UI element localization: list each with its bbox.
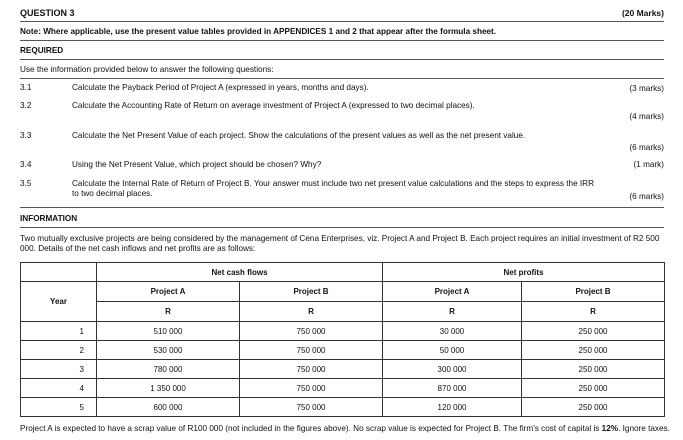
table-corner — [21, 263, 97, 282]
value-cell: 250 000 — [522, 360, 665, 379]
question-marks: (1 mark) — [633, 160, 664, 169]
required-intro: Use the information provided below to answer the following questions: — [20, 65, 274, 74]
value-cell: 750 000 — [240, 341, 383, 360]
question-text: Calculate the Accounting Rate of Return on average investment of Project A (expressed to two decimal places). — [72, 101, 475, 110]
unit-label: R — [383, 302, 522, 322]
unit-label: R — [522, 302, 665, 322]
net-cash-flows-header: Net cash flows — [97, 263, 383, 282]
question-text: Calculate the Payback Period of Project A (expressed in years, months and days). — [72, 83, 369, 92]
divider — [20, 227, 664, 228]
cost-of-capital: 12% — [601, 424, 619, 433]
question-title: QUESTION 3 — [20, 8, 75, 18]
column-header: Project B — [240, 282, 383, 302]
footer-text-after: . Ignore taxes. — [618, 424, 670, 433]
footer-note — [20, 424, 670, 433]
question-number: 3.1 — [20, 83, 32, 92]
column-header: Project A — [383, 282, 522, 302]
note: Note: Where applicable, use the present value tables provided in APPENDICES 1 and 2 that appear after the formula sheet. — [20, 27, 497, 36]
value-cell: 870 000 — [383, 379, 522, 398]
question-number: 3.3 — [20, 131, 32, 140]
divider — [20, 21, 664, 22]
value-cell: 750 000 — [240, 322, 383, 341]
value-cell: 50 000 — [383, 341, 522, 360]
column-header: Project A — [97, 282, 240, 302]
question-text: Calculate the Net Present Value of each project. Show the calculations of the present values as well as the net present value. — [72, 131, 526, 140]
divider — [20, 78, 664, 79]
question-marks: (3 marks) — [629, 84, 664, 93]
value-cell: 530 000 — [97, 341, 240, 360]
year-header: Year — [21, 282, 97, 322]
table-group-header-row — [21, 263, 665, 282]
question-text: Calculate the Internal Rate of Return of Project B. Your answer must include two net present value calculations and the steps to express the IRR to two decimal places. — [72, 179, 595, 198]
year-cell: 1 — [21, 322, 97, 341]
value-cell: 750 000 — [240, 379, 383, 398]
value-cell: 510 000 — [97, 322, 240, 341]
table-row — [21, 379, 665, 398]
value-cell: 30 000 — [383, 322, 522, 341]
question-number: 3.4 — [20, 160, 32, 169]
table-row — [21, 398, 665, 417]
footer-text-before: Project A is expected to have a scrap value of R100 000 (not included in the figures above). No scrap value is expected for Project B. The firm's cost of capital is — [20, 424, 602, 433]
cash-flow-profit-table — [20, 262, 665, 417]
table-row — [21, 360, 665, 379]
value-cell: 1 350 000 — [97, 379, 240, 398]
value-cell: 750 000 — [240, 360, 383, 379]
question-text: Using the Net Present Value, which project should be chosen? Why? — [72, 160, 322, 169]
information-heading: INFORMATION — [20, 214, 78, 223]
required-heading: REQUIRED — [20, 46, 64, 55]
table-unit-row — [21, 302, 665, 322]
question-marks: (6 marks) — [629, 192, 664, 201]
information-paragraph: Two mutually exclusive projects are being considered by the management of Cena Enterprises, viz. Project A and Project B. Each project requires an initial investment of R2 500 000. Details of the net cash inflows and net profits are as follows: — [20, 234, 660, 253]
value-cell: 250 000 — [522, 379, 665, 398]
year-cell: 3 — [21, 360, 97, 379]
table-row — [21, 322, 665, 341]
divider — [20, 40, 664, 41]
table-row — [21, 341, 665, 360]
value-cell: 120 000 — [383, 398, 522, 417]
unit-label: R — [97, 302, 240, 322]
value-cell: 750 000 — [240, 398, 383, 417]
value-cell: 780 000 — [97, 360, 240, 379]
question-marks: (4 marks) — [629, 112, 664, 121]
column-header: Project B — [522, 282, 665, 302]
net-profits-header: Net profits — [383, 263, 665, 282]
table-column-header-row — [21, 282, 665, 302]
year-cell: 5 — [21, 398, 97, 417]
year-cell: 2 — [21, 341, 97, 360]
divider — [20, 207, 664, 208]
unit-label: R — [240, 302, 383, 322]
divider — [20, 59, 664, 60]
year-cell: 4 — [21, 379, 97, 398]
total-marks: (20 Marks) — [621, 8, 664, 18]
question-number: 3.5 — [20, 179, 32, 188]
question-marks: (6 marks) — [629, 143, 664, 152]
value-cell: 250 000 — [522, 341, 665, 360]
value-cell: 250 000 — [522, 322, 665, 341]
value-cell: 600 000 — [97, 398, 240, 417]
question-number: 3.2 — [20, 101, 32, 110]
value-cell: 250 000 — [522, 398, 665, 417]
value-cell: 300 000 — [383, 360, 522, 379]
